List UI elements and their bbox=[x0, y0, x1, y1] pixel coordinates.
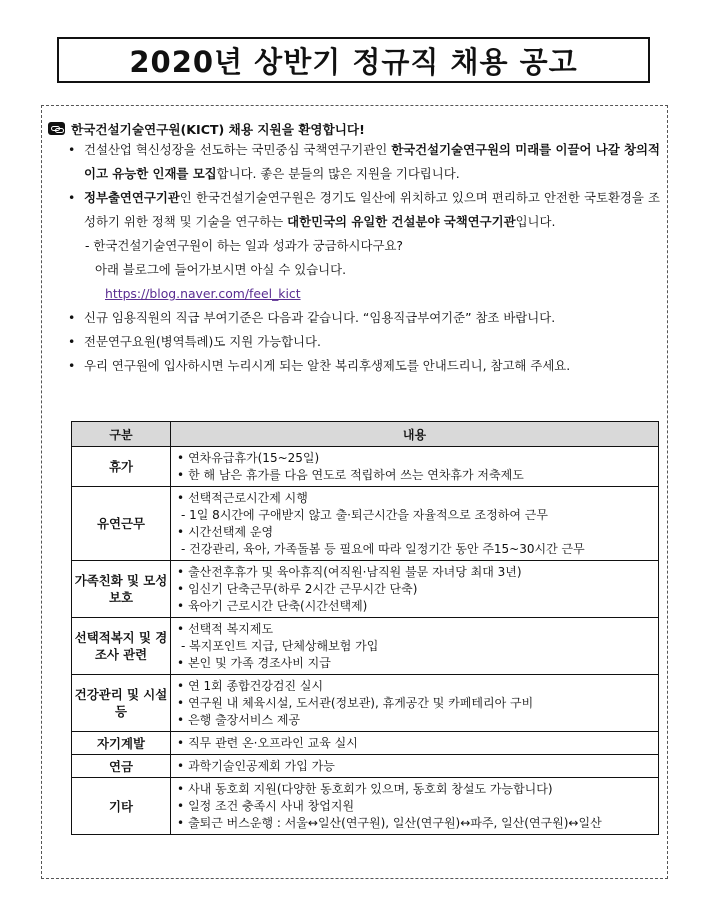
benefit-category: 휴가 bbox=[72, 447, 171, 487]
benefit-item: • 선택적근로시간제 시행 bbox=[177, 490, 654, 507]
benefit-items bbox=[171, 447, 659, 487]
table-row bbox=[72, 561, 659, 618]
intro-section bbox=[48, 118, 660, 378]
table-header-row bbox=[72, 422, 659, 447]
intro-paragraph-3: • 신규 임용직원의 직급 부여기준은 다음과 같습니다. “임용직급부여기준” 참조 바랍니다. bbox=[48, 306, 660, 330]
benefit-item: • 한 해 남은 휴가를 다음 연도로 적립하여 쓰는 연차휴가 저축제도 bbox=[177, 467, 654, 484]
table-row bbox=[72, 755, 659, 778]
table-row bbox=[72, 447, 659, 487]
benefit-item: - 복지포인트 지급, 단체상해보험 가입 bbox=[181, 639, 379, 653]
intro-sub-2: 아래 블로그에 들어가보시면 아실 수 있습니다. bbox=[95, 262, 347, 277]
benefit-item: - 1일 8시간에 구애받지 않고 출·퇴근시간을 자율적으로 조정하여 근무 bbox=[181, 508, 548, 522]
benefits-table bbox=[71, 421, 659, 835]
intro-paragraph-2 bbox=[48, 186, 660, 234]
table-row bbox=[72, 732, 659, 755]
benefit-item: • 연차유급휴가(15~25일) bbox=[177, 450, 654, 467]
benefit-item: • 육아기 근로시간 단축(시간선택제) bbox=[177, 598, 654, 615]
benefit-category: 가족친화 및 모성보호 bbox=[72, 561, 171, 618]
p1-text-a: 건설산업 혁신성장을 선도하는 국민중심 국책연구기관인 bbox=[84, 142, 392, 157]
benefit-category: 유연근무 bbox=[72, 487, 171, 561]
benefit-item: • 본인 및 가족 경조사비 지급 bbox=[177, 655, 654, 672]
intro-sub-1: - 한국건설기술연구원이 하는 일과 성과가 궁금하시다구요? bbox=[85, 238, 404, 253]
header-category: 구분 bbox=[72, 422, 171, 447]
blog-link[interactable]: https://blog.naver.com/feel_kict bbox=[105, 286, 301, 301]
table-row bbox=[72, 487, 659, 561]
benefit-items bbox=[171, 675, 659, 732]
p2-text-c: 대한민국의 유일한 건설분야 국책연구기관 bbox=[287, 214, 516, 229]
intro-paragraph-1 bbox=[48, 138, 660, 186]
header-content: 내용 bbox=[171, 422, 659, 447]
p1-text-b: 한국건설기술연구원의 미래를 이끌어 나갈 창의적이고 유능한 인재를 모집 bbox=[84, 142, 660, 181]
benefit-item: • 직무 관련 온·오프라인 교육 실시 bbox=[177, 735, 654, 752]
benefit-item: • 출퇴근 버스운행 : 서울↔일산(연구원), 일산(연구원)↔파주, 일산(연구원)↔일산 bbox=[177, 815, 654, 832]
table-row bbox=[72, 778, 659, 835]
benefit-item: • 과학기술인공제회 가입 가능 bbox=[177, 758, 654, 775]
benefit-item: • 시간선택제 운영 bbox=[177, 524, 654, 541]
table-row bbox=[72, 675, 659, 732]
benefit-items bbox=[171, 561, 659, 618]
intro-heading bbox=[48, 118, 660, 138]
p2-text-b: 인 한국건설기술연구원은 경기도 일산에 위치하고 있으며 편리하고 안전한 국토환경을 조성하기 위한 정책 및 기술을 연구하는 bbox=[84, 190, 660, 229]
benefit-items bbox=[171, 618, 659, 675]
benefits-table-body bbox=[72, 447, 659, 835]
intro-paragraph-4: • 전문연구요원(병역특례)도 지원 가능합니다. bbox=[48, 330, 660, 354]
benefit-item: - 건강관리, 육아, 가족돌봄 등 필요에 따라 일정기간 동안 주15~30시간 근무 bbox=[181, 542, 585, 556]
p2-text-a: 정부출연연구기관 bbox=[84, 190, 180, 205]
intro-heading-text: 한국건설기술연구원(KICT) 채용 지원을 환영합니다! bbox=[71, 121, 365, 137]
benefit-category: 기타 bbox=[72, 778, 171, 835]
page-title: 2020년 상반기 정규직 채용 공고 bbox=[129, 44, 578, 79]
benefit-item: • 임신기 단축근무(하루 2시간 근무시간 단축) bbox=[177, 581, 654, 598]
benefit-category: 연금 bbox=[72, 755, 171, 778]
benefit-item: • 연 1회 종합건강검진 실시 bbox=[177, 678, 654, 695]
benefit-item: • 일정 조건 충족시 사내 창업지원 bbox=[177, 798, 654, 815]
benefit-category: 선택적복지 및 경조사 관련 bbox=[72, 618, 171, 675]
benefit-items bbox=[171, 778, 659, 835]
p1-text-c: 합니다. 좋은 분들의 많은 지원을 기다립니다. bbox=[216, 166, 460, 181]
benefit-items bbox=[171, 487, 659, 561]
benefit-item: • 출산전후휴가 및 육아휴직(여직원·남직원 불문 자녀당 최대 3년) bbox=[177, 564, 654, 581]
benefit-items bbox=[171, 755, 659, 778]
benefit-category: 건강관리 및 시설 등 bbox=[72, 675, 171, 732]
p2-text-d: 입니다. bbox=[515, 214, 556, 229]
benefit-item: • 사내 동호회 지원(다양한 동호회가 있으며, 동호회 창설도 가능합니다) bbox=[177, 781, 654, 798]
benefit-category: 자기계발 bbox=[72, 732, 171, 755]
link-icon bbox=[48, 122, 65, 135]
title-box bbox=[57, 37, 650, 83]
benefit-item: • 연구원 내 체육시설, 도서관(정보관), 휴게공간 및 카페테리아 구비 bbox=[177, 695, 654, 712]
table-row bbox=[72, 618, 659, 675]
benefit-item: • 은행 출장서비스 제공 bbox=[177, 712, 654, 729]
intro-paragraph-5: • 우리 연구원에 입사하시면 누리시게 되는 알찬 복리후생제도를 안내드리니, 참고해 주세요. bbox=[48, 354, 660, 378]
benefit-item: • 선택적 복지제도 bbox=[177, 621, 654, 638]
benefit-items bbox=[171, 732, 659, 755]
